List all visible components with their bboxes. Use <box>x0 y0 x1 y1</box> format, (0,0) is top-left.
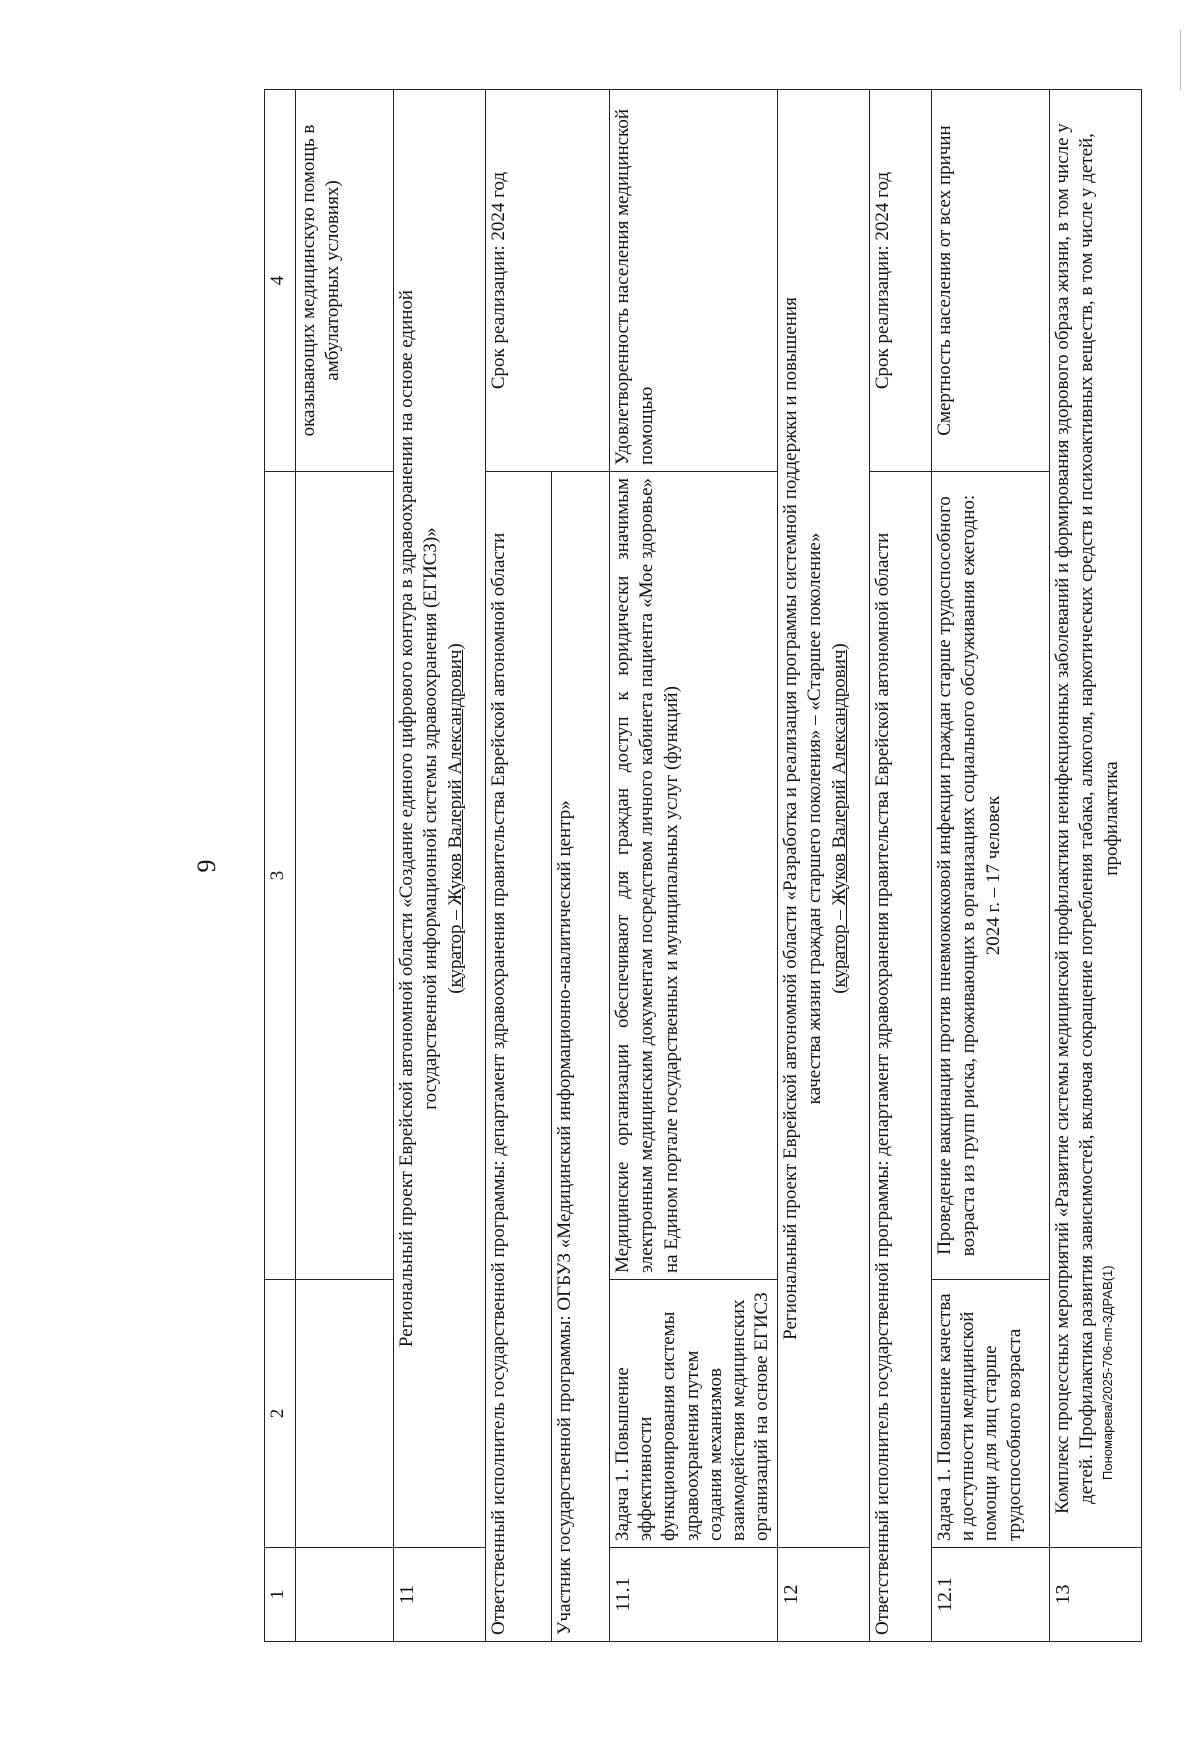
responsible-executor: Ответственный исполнитель государственной программы: департамент здравоохранения правительства Еврейской автономной области <box>486 472 552 1642</box>
table-row-12 <box>778 90 870 1642</box>
scan-edge-mark <box>1180 30 1181 90</box>
process-complex-cell: Комплекс процессных мероприятий «Развитие системы медицинской профилактики неинфекционных заболеваний и формирования здорового образа жизни, в том числе у детей. Профилактика развития зависимостей, включая сокращение потребления табака, алкоголя, наркотических средств и психоактивных веществ, в том числе у детей, профилактика <box>1050 90 1142 1548</box>
program-participant: Участник государственной программы: ОГБУЗ «Медицинский информационно-аналитический центр» <box>552 472 610 1642</box>
table-row-13 <box>1050 90 1142 1642</box>
row-number: 11 <box>394 1548 486 1642</box>
page-number: 9 <box>192 859 221 873</box>
regional-project-cell <box>778 90 870 1548</box>
result-cell: Медицинские организации обеспечивают для граждан доступ к юридически значимым электронным медицинским документам посредством личного кабинета пациента «Мое здоровье» на Едином портале государственных и муниципальных услуг (функций) <box>610 472 778 1280</box>
task-cell: Задача 1. Повышение качества и доступности медицинской помощи для лиц старше трудоспособного возраста <box>932 1280 1050 1548</box>
header-col-2: 2 <box>265 1280 296 1548</box>
row-number: 11.1 <box>610 1548 778 1642</box>
header-col-4: 4 <box>265 90 296 472</box>
curator-text: (куратор – Жуков Валерий Александрович) <box>828 643 850 994</box>
row-number: 12.1 <box>932 1548 1050 1642</box>
table-row-11-1 <box>610 90 778 1642</box>
project-title-line1: Региональный проект Еврейской автономной области «Создание единого цифрового контура в здравоохранении на основе единой <box>396 289 417 1348</box>
program-table <box>264 89 1142 1642</box>
implementation-term: Срок реализации: 2024 год <box>486 90 610 472</box>
project-title-line1: Региональный проект Еврейской автономной области «Разработка и реализация программы системной поддержки и повышения <box>780 297 801 1340</box>
table-header-row <box>265 90 296 1642</box>
header-col-1: 1 <box>265 1548 296 1642</box>
continuation-cell: оказывающих медицинскую помощь в амбулаторных условиях) <box>296 90 394 472</box>
task-cell: Задача 1. Повышение эффективности функционирования системы здравоохранения путем создания механизмов взаимодействия медицинских организаций на основе ЕГИСЗ <box>610 1280 778 1548</box>
table-row-11 <box>394 90 486 1642</box>
row-number: 12 <box>778 1548 870 1642</box>
header-col-3: 3 <box>265 472 296 1280</box>
document-code: Пономарева/2025-706-пп-ЗДРАВ(1) <box>1100 1265 1115 1480</box>
curator-text: (куратор – Жуков Валерий Александрович) <box>444 643 466 994</box>
project-title-line2: качества жизни граждан старшего поколения» – «Старшее поколение» <box>804 532 826 1105</box>
table-row-11-responsible <box>486 90 552 1642</box>
indicator-cell: Удовлетворенность населения медицинской помощью <box>610 90 778 472</box>
responsible-executor: Ответственный исполнитель государственной программы: департамент здравоохранения правительства Еврейской автономной области <box>870 472 932 1642</box>
table-row-12-1 <box>932 90 1050 1642</box>
project-title-line2: государственной информационной системы здравоохранения (ЕГИСЗ)» <box>420 527 442 1110</box>
table-row-12-responsible <box>870 90 932 1642</box>
indicator-cell: Смертность населения от всех причин <box>932 90 1050 472</box>
table-row-continuation <box>296 90 394 1642</box>
regional-project-cell <box>394 90 486 1548</box>
row-number: 13 <box>1050 1548 1142 1642</box>
implementation-term: Срок реализации: 2024 год <box>870 90 932 472</box>
result-cell: Проведение вакцинации против пневмококковой инфекции граждан старше трудоспособного возраста из групп риска, проживающих в организациях социального обслуживания ежегодно: 2024 г. – 17 человек <box>932 472 1050 1280</box>
